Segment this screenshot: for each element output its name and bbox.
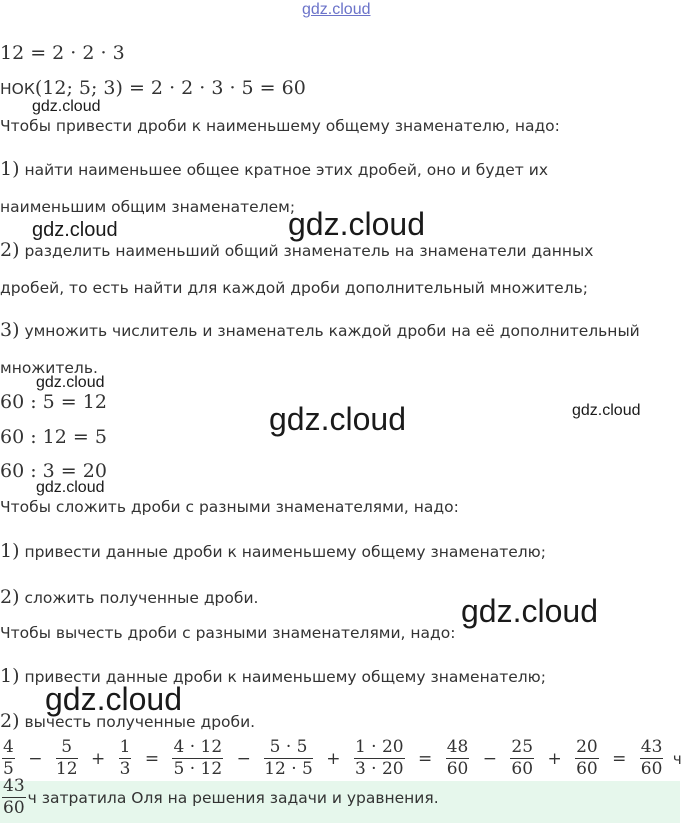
step-number: 1) (0, 665, 20, 687)
division-line: 60 : 12 = 5 (0, 426, 107, 448)
fraction: $\frac{25}{60}$ (511, 737, 534, 779)
step-number: 3) (0, 319, 20, 341)
watermark: gdz.cloud (572, 402, 641, 419)
rule-step (0, 586, 258, 608)
factorization-line: 12 = 2 · 2 · 3 (0, 42, 125, 64)
step-text: привести данные дроби к наименьшему общему знаменателю; (19, 543, 546, 561)
step-number: 2) (0, 586, 20, 608)
step-text: разделить наименьший общий знаменатель на знаменатели данных (19, 242, 594, 260)
step-text: умножить числитель и знаменатель каждой дроби на её дополнительный (19, 322, 640, 340)
fraction: $\frac{5 \cdot 5}{12 \cdot 5}$ (264, 737, 313, 779)
fraction: $\frac{48}{60}$ (446, 737, 469, 779)
rule-step (0, 239, 593, 261)
fraction: $\frac{1}{3}$ (119, 737, 131, 779)
rule-step (0, 319, 640, 341)
watermark: gdz.cloud (32, 98, 101, 115)
step-text: найти наименьшее общее кратное этих дробей, оно и будет их (19, 161, 548, 179)
step-number: 2) (0, 239, 20, 261)
watermark: gdz.cloud (461, 593, 598, 629)
lcm-prefix: НОК (0, 80, 35, 98)
answer-line (0, 776, 439, 819)
fraction: $\frac{5}{12}$ (55, 737, 78, 779)
answer-fraction: $\frac{43}{60}$ (3, 776, 25, 818)
lcm-expression: (12; 5; 3) = 2 · 2 · 3 · 5 = 60 (34, 77, 306, 99)
rule-heading-common-denominator: Чтобы привести дроби к наименьшему общему знаменателю, надо: (0, 117, 560, 135)
watermark: gdz.cloud (32, 219, 118, 241)
step-number: 1) (0, 540, 20, 562)
rule-step-continuation: множитель. (0, 359, 98, 377)
answer-text: ч затратила Оля на решения задачи и уравнения. (27, 788, 439, 807)
fraction: $\frac{1 \cdot 20}{3 \cdot 20}$ (354, 737, 404, 779)
step-number: 1) (0, 158, 20, 180)
step-number: 2) (0, 710, 20, 732)
step-text: привести данные дроби к наименьшему общему знаменателю; (19, 668, 546, 686)
rule-step (0, 710, 255, 732)
fraction: $\frac{43}{60}$ (640, 737, 663, 779)
watermark: gdz.cloud (45, 681, 182, 717)
watermark: gdz.cloud (288, 206, 425, 242)
fraction-equation: $\frac{4}{5}$ − $\frac{5}{12}$ + $\frac{1}{3}$ = $\frac{4 \cdot 12}{5 \cdot 12}$ − $\frac{5 \cdot 5}{12 \cdot 5}$ + $\frac{1 \cdot 20}{3 \cdot 20}$ = $\frac{48}{60}$ − $\frac{25}{60}$ + $\frac{20}{60}$ = $\frac{43}{60}$ ч (3, 737, 682, 779)
rule-step (0, 665, 546, 687)
step-text: вычесть полученные дроби. (19, 713, 256, 731)
division-line: 60 : 3 = 20 (0, 460, 107, 482)
rule-heading-addition: Чтобы сложить дроби с разными знаменателями, надо: (0, 498, 459, 516)
rule-heading-subtraction: Чтобы вычесть дроби с разными знаменателями, надо: (0, 624, 456, 642)
fraction: $\frac{4}{5}$ (3, 737, 14, 779)
rule-step (0, 158, 548, 180)
division-line: 60 : 5 = 12 (0, 391, 107, 413)
watermark: gdz.cloud (36, 374, 105, 391)
step-text: сложить полученные дроби. (19, 589, 259, 607)
fraction: $\frac{4 \cdot 12}{5 \cdot 12}$ (173, 737, 223, 779)
rule-step-continuation: наименьшим общим знаменателем; (0, 198, 296, 216)
lcm-line (0, 77, 306, 99)
watermark: gdz.cloud (302, 1, 371, 18)
rule-step-continuation: дробей, то есть найти для каждой дроби дополнительный множитель; (0, 279, 588, 297)
rule-step (0, 540, 546, 562)
watermark: gdz.cloud (269, 401, 406, 437)
watermark: gdz.cloud (36, 479, 105, 496)
fraction: $\frac{20}{60}$ (576, 737, 598, 779)
